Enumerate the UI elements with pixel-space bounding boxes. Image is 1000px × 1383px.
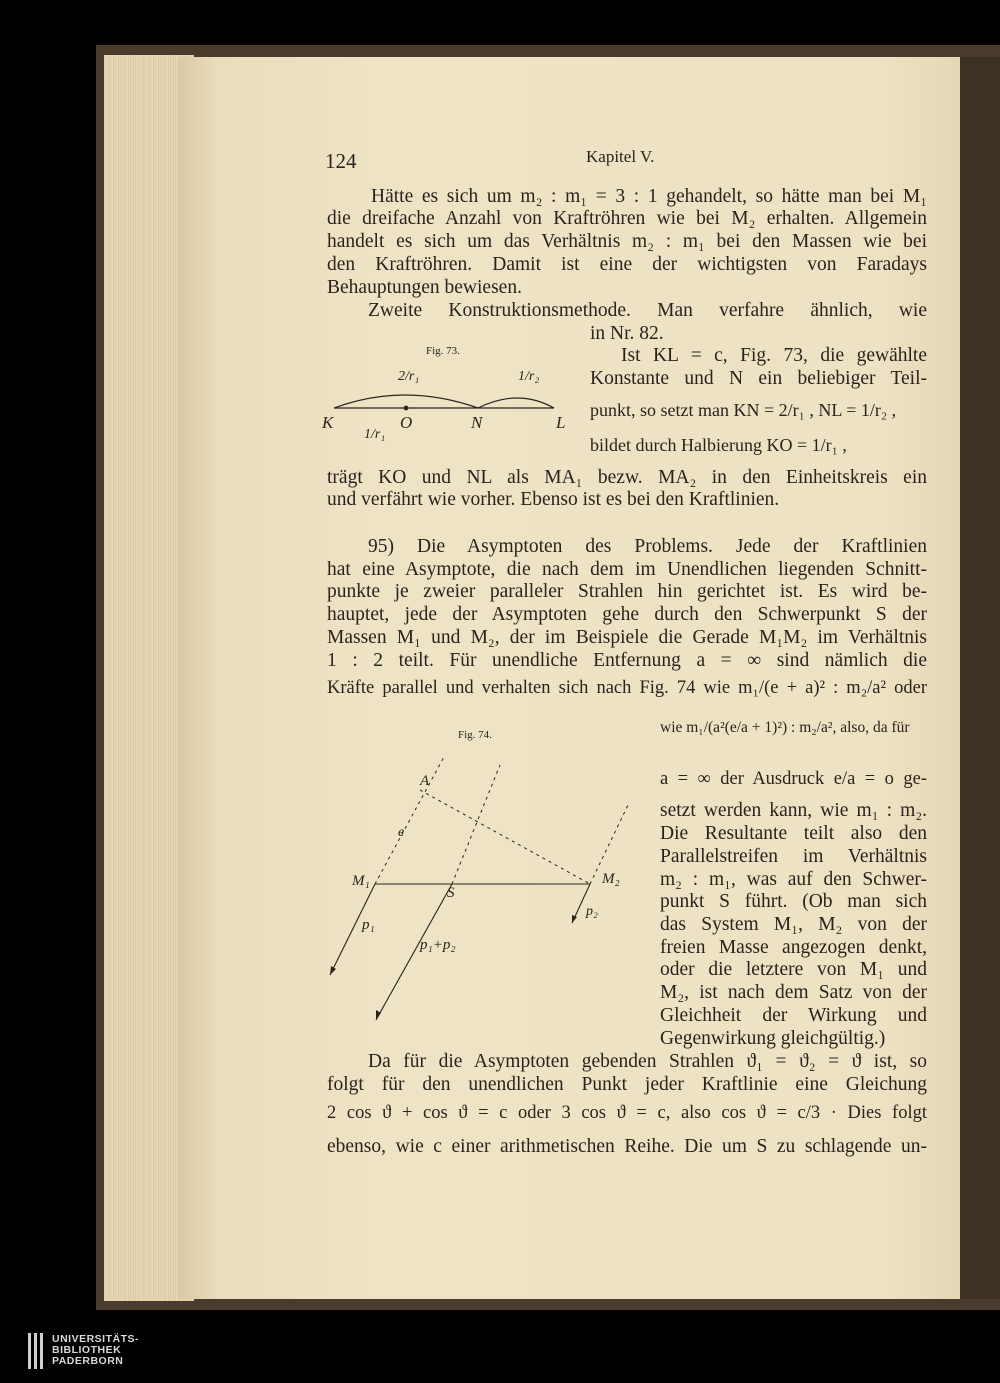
- fig74-label-S: S: [447, 885, 455, 901]
- fig74-label-A: A: [420, 773, 430, 789]
- fig74-label-p1: p₁: [362, 917, 375, 933]
- text-line: a = ∞ der Ausdruck e/a = o ge-: [660, 769, 927, 789]
- fig74-label-M1: M₁: [352, 873, 370, 889]
- binding-gutter: [960, 57, 1000, 1299]
- text-line: Gegenwirkung gleichgültig.): [660, 1028, 886, 1049]
- running-title: Kapitel V.: [586, 147, 655, 166]
- library-logo-text: UNIVERSITÄTS- BIBLIOTHEK PADERBORN: [52, 1333, 140, 1367]
- page-number: 124: [325, 149, 357, 173]
- text-line: m₂ : m₁, was auf den Schwer-: [660, 869, 927, 890]
- text-line: hat eine Asymptote, die nach dem im Unendlichen liegenden Schnitt-: [327, 559, 927, 580]
- text-line: Hätte es sich um m₂ : m₁ = 3 : 1 gehandelt, so hätte man bei M₁: [371, 186, 927, 207]
- text-line: 1 : 2 teilt. Für unendliche Entfernung a = ∞ sind nämlich die: [327, 650, 927, 671]
- text-line: Massen M₁ und M₂, der im Beispiele die Gerade M₁M₂ im Verhältnis: [327, 627, 927, 648]
- text-line: die dreifache Anzahl von Kraftröhren wie bei M₂ erhalten. Allgemein: [327, 208, 927, 229]
- text-line: ebenso, wie c einer arithmetischen Reihe. Die um S zu schlagende un-: [327, 1136, 927, 1157]
- fig74-label-M2: M₂: [602, 871, 620, 887]
- fig73-label-K: K: [322, 413, 334, 432]
- text-line: trägt KO und NL als MA₁ bezw. MA₂ in den Einheitskreis ein: [327, 467, 927, 488]
- figure-caption: Fig. 74.: [458, 729, 492, 741]
- fig74-label-e: e: [398, 825, 405, 840]
- text-line: und verfährt wie vorher. Ebenso ist es bei den Kraftlinien.: [327, 489, 780, 510]
- text-line: Die Resultante teilt also den: [660, 823, 927, 844]
- text-line: wie m₁/(a²(e/a + 1)²) : m₂/a², also, da für: [660, 719, 910, 736]
- text-line: folgt für den unendlichen Punkt jeder Kraftlinie eine Gleichung: [327, 1074, 927, 1095]
- text-line: das System M₁, M₂ von der: [660, 914, 927, 935]
- library-logo-icon: [28, 1333, 48, 1369]
- text-line: 95) Die Asymptoten des Problems. Jede der Kraftlinien: [368, 536, 927, 557]
- text-line: den Kraftröhren. Damit ist eine der wichtigsten von Faradays: [327, 254, 927, 275]
- text-line: punkt, so setzt man KN = 2/r₁ , NL = 1/r₂ ,: [590, 400, 897, 420]
- text-line: in Nr. 82.: [590, 323, 664, 344]
- figure-caption: Fig. 73.: [426, 345, 460, 357]
- fig73-label-O: O: [400, 413, 413, 432]
- fig74-label-p2: p₂: [586, 904, 598, 919]
- text-line: Ist KL = c, Fig. 73, die gewählte: [621, 345, 927, 366]
- fig73-label-L: L: [556, 413, 566, 432]
- text-line: punkt S führt. (Ob man sich: [660, 891, 927, 912]
- figure-74: [320, 745, 640, 1045]
- text-line: oder die letztere von M₁ und: [660, 959, 927, 980]
- fig73-label-top-left: 2/r₁: [398, 369, 420, 384]
- text-line: hauptet, jede der Asymptoten gehe durch den Schwerpunkt S der: [327, 604, 927, 625]
- fig73-label-top-right: 1/r₂: [518, 369, 540, 384]
- text-line: handelt es sich um das Verhältnis m₂ : m₁ bei den Massen wie bei: [327, 231, 927, 252]
- text-line: Kräfte parallel und verhalten sich nach Fig. 74 wie m₁/(e + a)² : m₂/a² oder: [327, 678, 927, 698]
- fig73-label-bottom: 1/r₁: [364, 427, 386, 442]
- text-line: Gleichheit der Wirkung und: [660, 1005, 927, 1026]
- text-line: Zweite Konstruktionsmethode. Man verfahre ähnlich, wie: [368, 300, 927, 321]
- text-line: Parallelstreifen im Verhältnis: [660, 846, 927, 867]
- text-line: setzt werden kann, wie m₁ : m₂.: [660, 800, 927, 821]
- text-line: punkte je zweier paralleler Strahlen hin gerichtet ist. Es wird be-: [327, 581, 927, 602]
- text-line: 2 cos ϑ + cos ϑ = c oder 3 cos ϑ = c, also cos ϑ = c/3 · Dies folgt: [327, 1103, 927, 1123]
- text-line: freien Masse angezogen denkt,: [660, 937, 927, 958]
- text-line: M₂, ist nach dem Satz von der: [660, 982, 927, 1003]
- text-line: Konstante und N ein beliebiger Teil-: [590, 368, 927, 389]
- text-line: bildet durch Halbierung KO = 1/r₁ ,: [590, 435, 847, 455]
- text-line: Da für die Asymptoten gebenden Strahlen ϑ₁ = ϑ₂ = ϑ ist, so: [368, 1051, 927, 1072]
- figure-73: [312, 355, 582, 475]
- fig74-label-p1p2: p₁+p₂: [420, 937, 456, 953]
- fig73-label-N: N: [471, 413, 483, 432]
- text-line: Behauptungen bewiesen.: [327, 277, 522, 298]
